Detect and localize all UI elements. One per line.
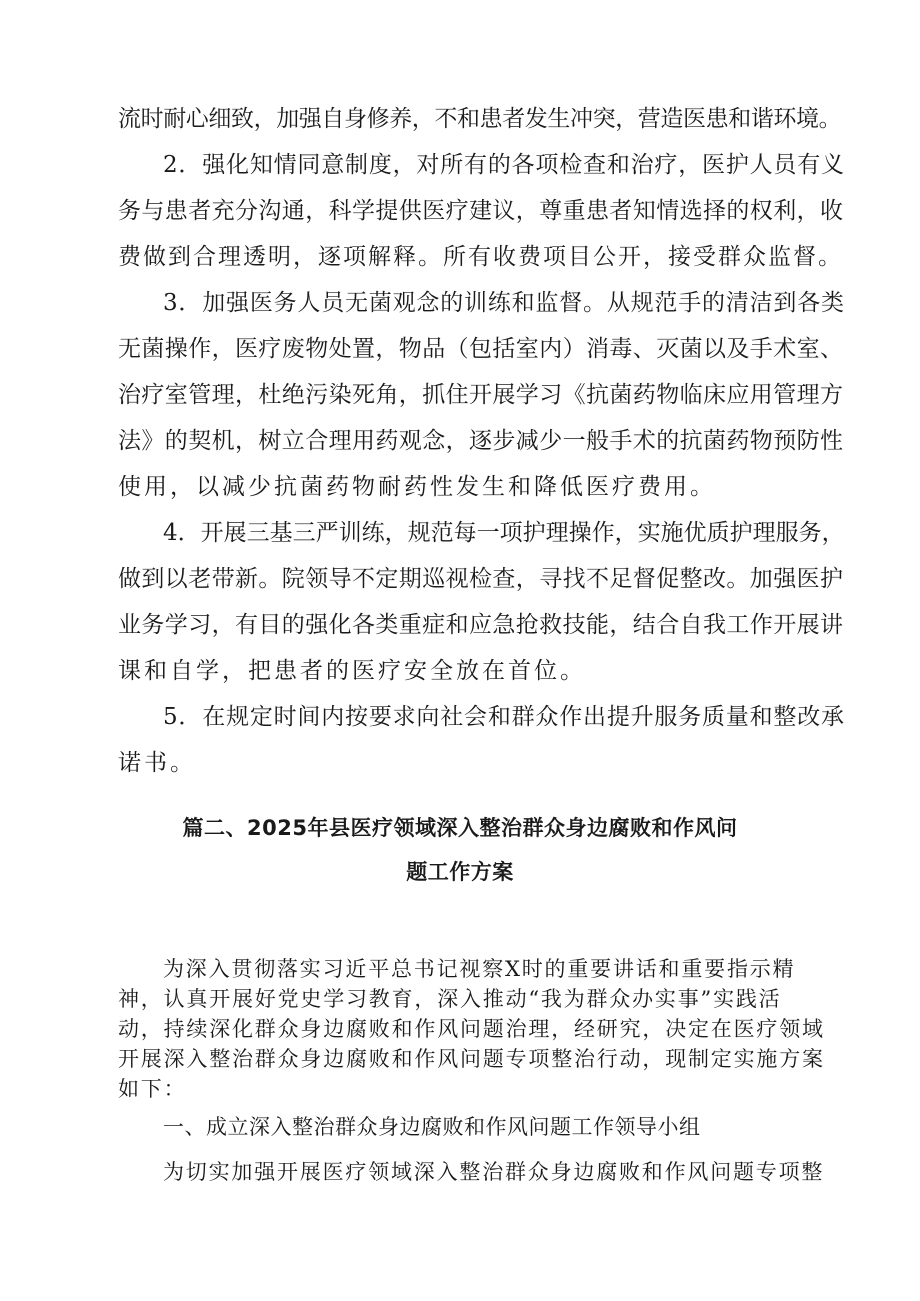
- text-line: 做到以老带新。院领导不定期巡视检查，寻找不足督促整改。加强医护: [118, 566, 844, 592]
- text-line: 法》的契机，树立合理用药观念，逐步减少一般手术的抗菌药物预防性: [118, 428, 844, 454]
- text-line: 治疗室管理，杜绝污染死角，抓住开展学习《抗菌药物临床应用管理方: [118, 382, 844, 408]
- intro-line: 为深入贯彻落实习近平总书记视察X时的重要讲话和重要指示精: [163, 957, 796, 981]
- numbered-item-5: 5．在规定时间内按要求向社会和群众作出提升服务质量和整改承: [163, 704, 845, 730]
- text-line: 流时耐心细致，加强自身修养，不和患者发生冲突，营造医患和谐环境。: [118, 106, 842, 132]
- numbered-item-3: 3．加强医务人员无菌观念的训练和监督。从规范手的清洁到各类: [163, 290, 845, 316]
- article-title-line-1: 篇二、2025年县医疗领域深入整治群众身边腐败和作风问: [182, 816, 738, 840]
- text-line: 使用，以减少抗菌药物耐药性发生和降低医疗费用。: [118, 474, 716, 500]
- section-heading-1: 一、成立深入整治群众身边腐败和作风问题工作领导小组: [163, 1115, 701, 1139]
- text-line: 诺书。: [118, 750, 196, 776]
- text-line: 务与患者充分沟通，科学提供医疗建议，尊重患者知情选择的权利，收: [118, 198, 844, 224]
- text-line: 无菌操作，医疗废物处置，物品（包括室内）消毒、灭菌以及手术室、: [118, 336, 844, 362]
- numbered-item-2: 2．强化知情同意制度，对所有的各项检查和治疗，医护人员有义: [163, 152, 845, 178]
- intro-line: 开展深入整治群众身边腐败和作风问题专项整治行动，现制定实施方案: [118, 1047, 825, 1071]
- paragraph-line: 为切实加强开展医疗领域深入整治群众身边腐败和作风问题专项整: [163, 1160, 825, 1184]
- intro-line: 动，持续深化群众身边腐败和作风问题治理，经研究，决定在医疗领域: [118, 1017, 825, 1041]
- text-line: 业务学习，有目的强化各类重症和应急抢救技能，结合自我工作开展讲: [118, 612, 844, 638]
- intro-line: 如下：: [118, 1077, 187, 1101]
- text-line: 课和自学，把患者的医疗安全放在首位。: [118, 658, 586, 684]
- article-title-line-2: 题工作方案: [406, 860, 514, 884]
- numbered-item-4: 4．开展三基三严训练，规范每一项护理操作，实施优质护理服务，: [163, 520, 845, 546]
- text-line: 费做到合理透明，逐项解释。所有收费项目公开，接受群众监督。: [118, 244, 843, 270]
- intro-line: 神，认真开展好党史学习教育，深入推动“我为群众办实事”实践活: [118, 987, 782, 1011]
